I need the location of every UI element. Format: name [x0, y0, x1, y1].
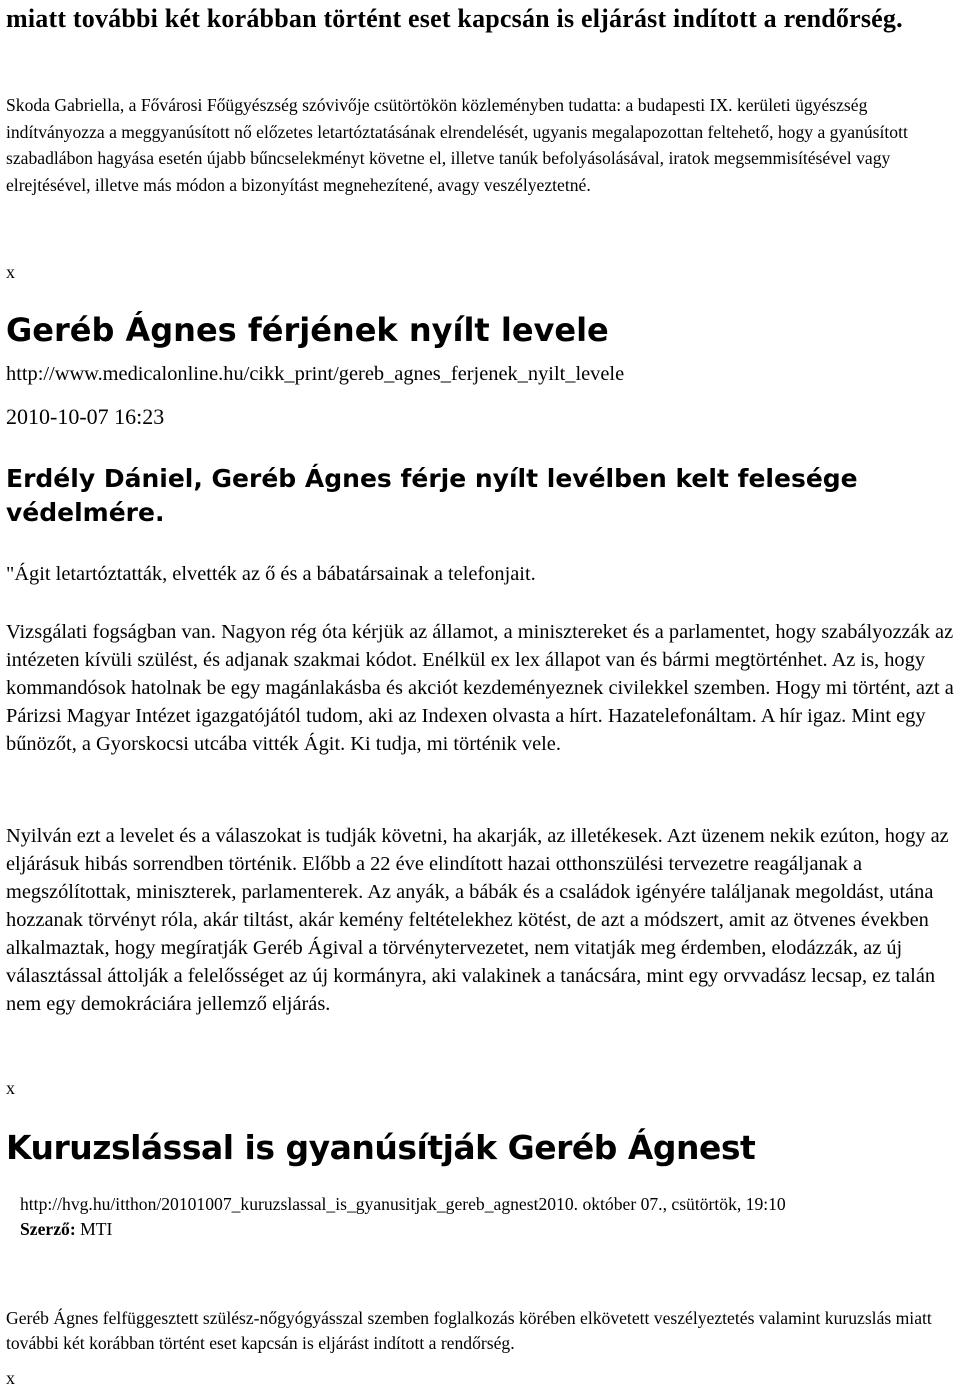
separator-mark: x — [6, 1078, 15, 1098]
article1-paragraph-1: "Ágit letartóztatták, elvették az ő és a bábatársainak a telefonjait. — [6, 563, 536, 585]
article1-paragraph-2: Vizsgálati fogságban van. Nagyon rég óta kérjük az államot, a minisztereket és a parlamentet, hogy szabályozzák az intézeten kívüli szülést, és adjanak szakmai kódot. Enélkül ex lex állapot van és bármi megtörténhet. Az is, hogy kommandósok hatolnak be egy magánlakásba és akciót kezdeményeznek civilekkel szemben. Hogy mi történt, azt a Párizsi Magyar Intézet igazgatójától tudom, aki az Indexen olvasta a hírt. Hazatelefonáltam. A hír igaz. Mint egy bűnözőt, a Gyorskocsi utcába vitték Ágit. Ki tudja, mi történik vele. — [6, 621, 954, 755]
article2-title: Kuruzslással is gyanúsítják Geréb Ágnest — [6, 1128, 756, 1167]
top-paragraph: Skoda Gabriella, a Fővárosi Főügyészség szóvivője csütörtökön közleményben tudatta: a budapesti IX. kerületi ügyészség indítványozza a meggyanúsított nő előzetes letartóztatásának elrendelését, ugyanis megalapozottan feltehető, hogy a gyanúsított szabadlábon hagyása esetén újabb bűncselekményt követne el, illetve tanúk befolyásolásával, iratok megsemmisítésével vagy elrejtésével, illetve más módon a bizonyítást megnehezítené, avagy veszélyeztetné. — [6, 95, 908, 195]
article1-p1-block — [6, 560, 954, 588]
article1-date: 2010-10-07 16:23 — [6, 404, 165, 429]
separator-1 — [6, 262, 954, 283]
article1-date-block — [6, 404, 954, 430]
separator-mark: x — [6, 262, 15, 282]
article2-meta — [20, 1192, 954, 1242]
article2-author: MTI — [80, 1219, 113, 1239]
separator-2 — [6, 1078, 954, 1099]
top-paragraph-block — [6, 92, 954, 198]
article2-header — [6, 1126, 954, 1170]
article2-url-line[interactable]: http://hvg.hu/itthon/20101007_kuruzslassal_is_gyanusitjak_gereb_agnest2010. október 07., csütörtök, 19:10 — [20, 1194, 786, 1214]
article1-lead-block — [6, 462, 954, 530]
article1-p3-block — [6, 822, 954, 1018]
article1-lead: Erdély Dániel, Geréb Ágnes férje nyílt levélben kelt felesége védelmére. — [6, 464, 858, 527]
article1-paragraph-3: Nyilván ezt a levelet és a válaszokat is tudják követni, ha akarják, az illetékesek. Azt üzenem nekik ezúton, hogy az eljárásuk hibás sorrendben történik. Előbb a 22 éve elindított hazai otthonszülési tervezetre reagáljanak a megszólítottak, miniszterek, parlamenterek. Az anyák, a bábák és a családok igényére találjanak megoldást, utána hozzanak törvényt róla, akár tiltást, akár kemény feltételekhez kötést, de azt a módszert, amit az ötvenes években alkalmaztak, hogy megíratják Geréb Ágival a törvénytervezetet, nem vitatják meg érdemben, elodázzák, az új választással áttolják a felelősséget az új kormányra, aki valakinek a tanácsára, mint egy orvvadász lecsap, ez talán nem egy demokráciára jellemző eljárás. — [6, 825, 949, 1015]
article2-body-block — [6, 1306, 954, 1356]
article1-header — [6, 310, 954, 350]
top-headline: miatt további két korábban történt eset kapcsán is eljárást indított a rendőrség. — [6, 4, 903, 33]
article1-p2-block — [6, 618, 954, 758]
article1-url[interactable]: http://www.medicalonline.hu/cikk_print/gereb_agnes_ferjenek_nyilt_levele — [6, 363, 625, 385]
article2-author-label: Szerző: — [20, 1219, 76, 1239]
top-section — [6, 0, 954, 37]
article1-url-block — [6, 360, 954, 388]
article2-body: Geréb Ágnes felfüggesztett szülész-nőgyógyásszal szemben foglalkozás körében elkövetett veszélyeztetés valamint kuruzslás miatt további két korábban történt eset kapcsán is eljárást indított a rendőrség. — [6, 1308, 932, 1353]
separator-3 — [6, 1368, 954, 1389]
article1-title: Geréb Ágnes férjének nyílt levele — [6, 311, 609, 349]
separator-mark: x — [6, 1368, 15, 1388]
article2-author-line — [20, 1217, 954, 1242]
